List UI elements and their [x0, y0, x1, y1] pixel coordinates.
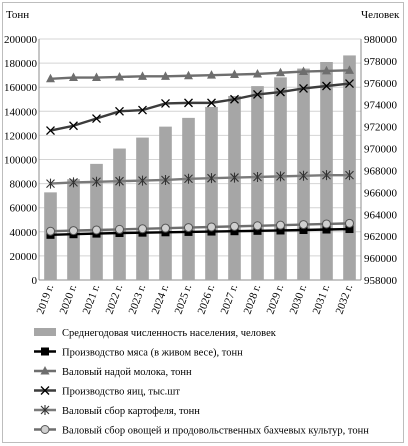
right-tick-label: 978000 [364, 55, 397, 68]
x-tick-label: 2021 г. [80, 282, 103, 316]
series-point [323, 220, 331, 228]
left-tick-label: 160000 [4, 82, 37, 95]
x-tick-label: 2020 г. [57, 282, 80, 316]
x-tick-label: 2029 г. [264, 282, 287, 316]
series-point [277, 221, 285, 229]
x-tick-label: 2030 г. [287, 282, 310, 316]
x-tick-label: 2025 г. [172, 282, 195, 316]
right-tick-label: 974000 [364, 99, 397, 112]
legend-swatch [34, 328, 56, 336]
left-axis-label: Тонн [6, 9, 30, 21]
left-tick-label: 40000 [9, 226, 37, 239]
legend-label: Валовый сбор картофеля, тонн [62, 406, 200, 417]
series-point [231, 222, 239, 230]
left-tick-label: 100000 [4, 154, 37, 167]
x-tick-label: 2022 г. [103, 282, 126, 316]
series-point [254, 222, 262, 230]
left-tick-label: 20000 [9, 250, 37, 263]
left-tick-label: 180000 [4, 58, 37, 71]
legend-label: Производство мяса (в живом весе), тонн [62, 347, 243, 359]
legend-label: Среднегодовая численность населения, человек [62, 328, 276, 339]
series-point [93, 226, 101, 234]
left-tick-label: 200000 [4, 34, 37, 46]
right-tick-label: 958000 [364, 275, 397, 287]
legend [34, 328, 369, 437]
series-point [116, 225, 124, 233]
right-tick-label: 964000 [364, 209, 397, 222]
right-tick-label: 980000 [364, 34, 397, 46]
legend-marker [41, 426, 49, 434]
x-tick-label: 2031 г. [310, 282, 333, 316]
left-tick-label: 120000 [4, 130, 37, 143]
series-point [162, 224, 170, 232]
population-bar [205, 107, 218, 280]
right-tick-label: 968000 [364, 165, 397, 178]
series-point [346, 219, 354, 227]
population-bar [159, 127, 172, 280]
right-tick-label: 966000 [364, 187, 397, 200]
series-point [208, 223, 216, 231]
x-tick-label: 2019 г. [34, 282, 57, 316]
legend-marker [42, 348, 49, 355]
right-tick-label: 976000 [364, 77, 397, 90]
population-bar [182, 118, 195, 280]
left-tick-label: 0 [31, 275, 37, 287]
x-tick-label: 2023 г. [126, 282, 149, 316]
right-tick-label: 972000 [364, 121, 397, 134]
legend-label: Валовый надой молока, тонн [62, 367, 192, 378]
left-tick-label: 60000 [9, 202, 37, 215]
population-bar [136, 138, 149, 280]
series-point [139, 225, 147, 233]
x-tick-label: 2027 г. [218, 282, 241, 316]
right-tick-label: 970000 [364, 143, 397, 156]
x-tick-label: 2032 г. [333, 282, 356, 316]
x-tick-label: 2028 г. [241, 282, 264, 316]
series-point [47, 227, 55, 235]
left-tick-label: 80000 [9, 178, 37, 191]
x-tick-label: 2024 г. [149, 282, 172, 316]
series-point [300, 221, 308, 229]
population-bar [251, 86, 264, 280]
series-point [185, 224, 193, 232]
right-axis-label: Человек [361, 9, 400, 21]
series-point [70, 227, 78, 235]
x-tick-label: 2026 г. [195, 282, 218, 316]
population-bar [343, 55, 356, 280]
plot-area [4, 34, 398, 316]
population-bar [228, 96, 241, 280]
left-tick-label: 140000 [4, 106, 37, 119]
legend-label: Производство яиц, тыс.шт [62, 386, 180, 398]
right-tick-label: 960000 [364, 253, 397, 266]
right-tick-label: 962000 [364, 231, 397, 244]
legend-label: Валовый сбор овощей и продовольственных бахчевых культур, тонн [62, 425, 369, 437]
population-bar [113, 149, 126, 280]
